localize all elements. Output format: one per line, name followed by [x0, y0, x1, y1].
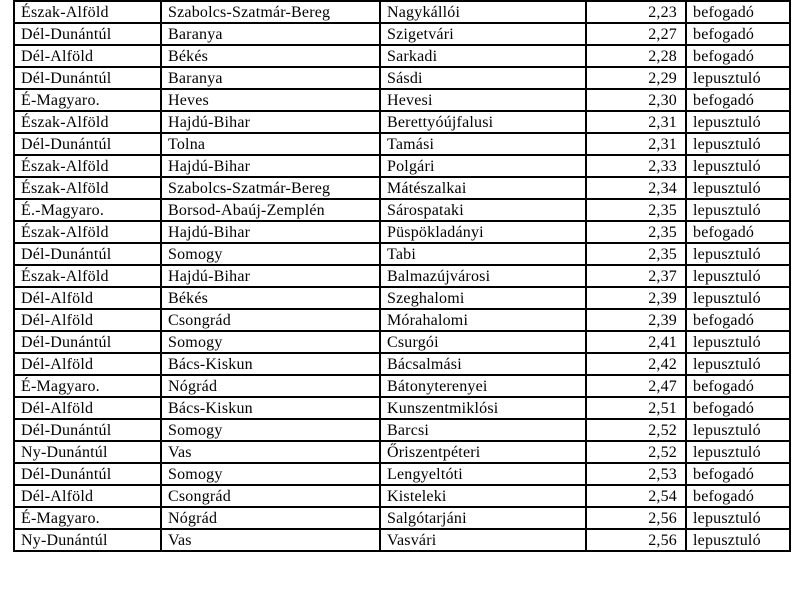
county-cell: Baranya [161, 23, 380, 45]
value-cell: 2,23 [586, 1, 686, 23]
district-cell: Sárospataki [380, 199, 586, 221]
region-cell: Észak-Alföld [14, 1, 161, 23]
type-cell: befogadó [686, 89, 790, 111]
county-cell: Szabolcs-Szatmár-Bereg [161, 1, 380, 23]
district-cell: Barcsi [380, 419, 586, 441]
region-cell: Dél-Dunántúl [14, 23, 161, 45]
region-cell: Ny-Dunántúl [14, 441, 161, 463]
table-row [14, 287, 790, 309]
value-cell: 2,41 [586, 331, 686, 353]
type-cell: lepusztuló [686, 419, 790, 441]
county-cell: Somogy [161, 463, 380, 485]
county-cell: Somogy [161, 243, 380, 265]
type-cell: befogadó [686, 1, 790, 23]
county-cell: Borsod-Abaúj-Zemplén [161, 199, 380, 221]
region-cell: Dél-Alföld [14, 485, 161, 507]
value-cell: 2,56 [586, 507, 686, 529]
table-row [14, 133, 790, 155]
type-cell: befogadó [686, 397, 790, 419]
region-cell: Észak-Alföld [14, 265, 161, 287]
table-row [14, 353, 790, 375]
region-cell: É-Magyaro. [14, 507, 161, 529]
value-cell: 2,42 [586, 353, 686, 375]
district-cell: Mátészalkai [380, 177, 586, 199]
value-cell: 2,31 [586, 111, 686, 133]
county-cell: Békés [161, 45, 380, 67]
value-cell: 2,27 [586, 23, 686, 45]
district-cell: Bácsalmási [380, 353, 586, 375]
type-cell: befogadó [686, 375, 790, 397]
region-cell: Dél-Alföld [14, 397, 161, 419]
county-cell: Nógrád [161, 375, 380, 397]
region-cell: Dél-Alföld [14, 287, 161, 309]
type-cell: lepusztuló [686, 133, 790, 155]
value-cell: 2,51 [586, 397, 686, 419]
district-cell: Kisteleki [380, 485, 586, 507]
district-cell: Szeghalomi [380, 287, 586, 309]
district-cell: Polgári [380, 155, 586, 177]
type-cell: lepusztuló [686, 529, 790, 551]
county-cell: Hajdú-Bihar [161, 111, 380, 133]
type-cell: lepusztuló [686, 199, 790, 221]
district-cell: Mórahalomi [380, 309, 586, 331]
table-row [14, 507, 790, 529]
table-row [14, 199, 790, 221]
district-cell: Sarkadi [380, 45, 586, 67]
region-cell: Dél-Dunántúl [14, 67, 161, 89]
table-row [14, 45, 790, 67]
value-cell: 2,34 [586, 177, 686, 199]
region-cell: Dél-Dunántúl [14, 419, 161, 441]
value-cell: 2,35 [586, 199, 686, 221]
region-cell: Észak-Alföld [14, 111, 161, 133]
value-cell: 2,47 [586, 375, 686, 397]
value-cell: 2,29 [586, 67, 686, 89]
type-cell: lepusztuló [686, 353, 790, 375]
value-cell: 2,53 [586, 463, 686, 485]
table-row [14, 1, 790, 23]
table-row [14, 23, 790, 45]
table-row [14, 243, 790, 265]
region-cell: Észak-Alföld [14, 155, 161, 177]
county-cell: Csongrád [161, 309, 380, 331]
table-row [14, 463, 790, 485]
county-cell: Szabolcs-Szatmár-Bereg [161, 177, 380, 199]
table-row [14, 67, 790, 89]
table-row [14, 111, 790, 133]
county-cell: Vas [161, 529, 380, 551]
district-cell: Vasvári [380, 529, 586, 551]
type-cell: lepusztuló [686, 177, 790, 199]
district-cell: Őriszentpéteri [380, 441, 586, 463]
county-cell: Hajdú-Bihar [161, 221, 380, 243]
value-cell: 2,52 [586, 441, 686, 463]
value-cell: 2,31 [586, 133, 686, 155]
district-cell: Tamási [380, 133, 586, 155]
table-row [14, 331, 790, 353]
district-cell: Balmazújvárosi [380, 265, 586, 287]
district-cell: Hevesi [380, 89, 586, 111]
value-cell: 2,52 [586, 419, 686, 441]
district-cell: Csurgói [380, 331, 586, 353]
value-cell: 2,28 [586, 45, 686, 67]
type-cell: befogadó [686, 463, 790, 485]
county-cell: Csongrád [161, 485, 380, 507]
region-cell: É-Magyaro. [14, 375, 161, 397]
region-cell: Dél-Alföld [14, 353, 161, 375]
county-cell: Nógrád [161, 507, 380, 529]
region-cell: Dél-Alföld [14, 309, 161, 331]
type-cell: befogadó [686, 23, 790, 45]
table-row [14, 265, 790, 287]
value-cell: 2,56 [586, 529, 686, 551]
type-cell: befogadó [686, 309, 790, 331]
type-cell: lepusztuló [686, 441, 790, 463]
county-cell: Heves [161, 89, 380, 111]
table-row [14, 309, 790, 331]
type-cell: lepusztuló [686, 287, 790, 309]
type-cell: lepusztuló [686, 67, 790, 89]
district-cell: Lengyeltóti [380, 463, 586, 485]
data-table [13, 0, 791, 552]
value-cell: 2,39 [586, 309, 686, 331]
value-cell: 2,35 [586, 243, 686, 265]
value-cell: 2,33 [586, 155, 686, 177]
type-cell: befogadó [686, 45, 790, 67]
region-cell: Dél-Dunántúl [14, 133, 161, 155]
table-row [14, 177, 790, 199]
type-cell: befogadó [686, 485, 790, 507]
type-cell: lepusztuló [686, 265, 790, 287]
table-row [14, 89, 790, 111]
county-cell: Vas [161, 441, 380, 463]
region-cell: Dél-Dunántúl [14, 331, 161, 353]
table-row [14, 155, 790, 177]
type-cell: lepusztuló [686, 331, 790, 353]
region-cell: É-Magyaro. [14, 89, 161, 111]
value-cell: 2,54 [586, 485, 686, 507]
table-row [14, 221, 790, 243]
region-cell: Észak-Alföld [14, 221, 161, 243]
district-cell: Sásdi [380, 67, 586, 89]
type-cell: lepusztuló [686, 155, 790, 177]
district-cell: Püspökladányi [380, 221, 586, 243]
table-row [14, 441, 790, 463]
district-cell: Bátonyterenyei [380, 375, 586, 397]
county-cell: Tolna [161, 133, 380, 155]
table-row [14, 529, 790, 551]
district-cell: Nagykállói [380, 1, 586, 23]
county-cell: Hajdú-Bihar [161, 265, 380, 287]
type-cell: befogadó [686, 221, 790, 243]
table-row [14, 375, 790, 397]
region-cell: É.-Magyaro. [14, 199, 161, 221]
district-cell: Salgótarjáni [380, 507, 586, 529]
county-cell: Somogy [161, 419, 380, 441]
county-cell: Békés [161, 287, 380, 309]
type-cell: lepusztuló [686, 507, 790, 529]
value-cell: 2,39 [586, 287, 686, 309]
value-cell: 2,30 [586, 89, 686, 111]
table-row [14, 419, 790, 441]
district-cell: Kunszentmiklósi [380, 397, 586, 419]
county-cell: Baranya [161, 67, 380, 89]
district-cell: Berettyóújfalusi [380, 111, 586, 133]
table-body [14, 1, 790, 551]
county-cell: Bács-Kiskun [161, 397, 380, 419]
region-cell: Észak-Alföld [14, 177, 161, 199]
table-row [14, 485, 790, 507]
district-cell: Tabi [380, 243, 586, 265]
county-cell: Hajdú-Bihar [161, 155, 380, 177]
value-cell: 2,37 [586, 265, 686, 287]
county-cell: Somogy [161, 331, 380, 353]
region-cell: Ny-Dunántúl [14, 529, 161, 551]
county-cell: Bács-Kiskun [161, 353, 380, 375]
table-row [14, 397, 790, 419]
region-cell: Dél-Dunántúl [14, 463, 161, 485]
district-cell: Szigetvári [380, 23, 586, 45]
value-cell: 2,35 [586, 221, 686, 243]
region-cell: Dél-Dunántúl [14, 243, 161, 265]
type-cell: lepusztuló [686, 243, 790, 265]
type-cell: lepusztuló [686, 111, 790, 133]
region-cell: Dél-Alföld [14, 45, 161, 67]
